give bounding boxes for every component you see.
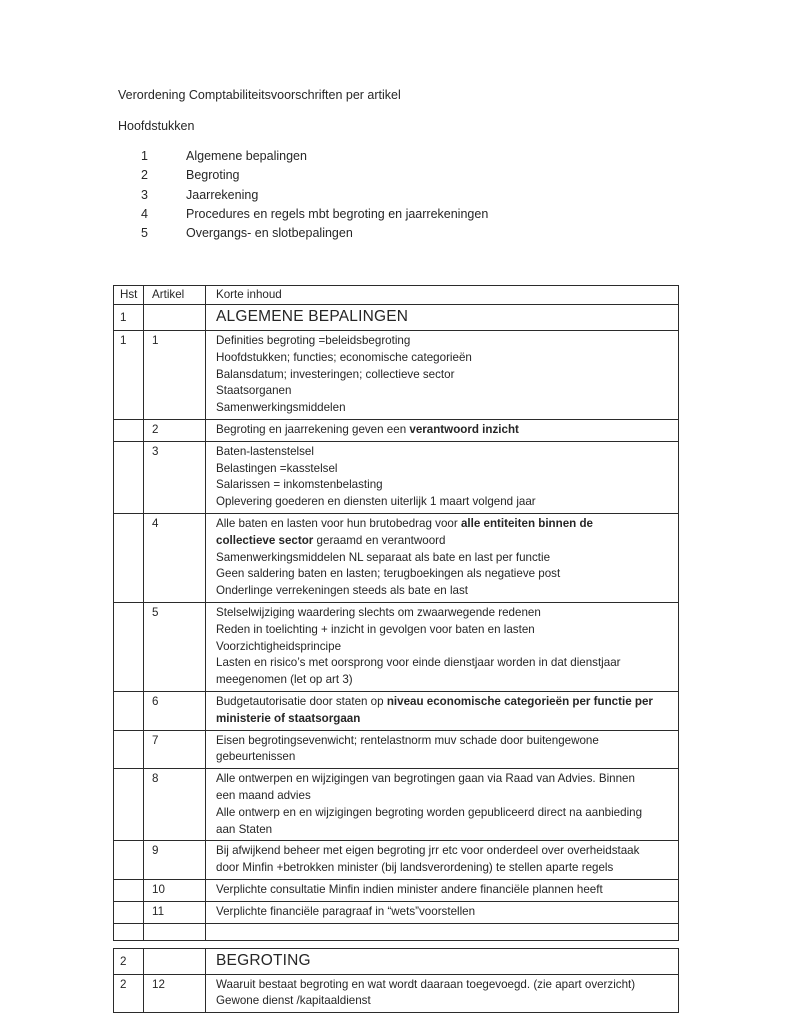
chapter-list-item (141, 226, 488, 245)
text-run: Bij afwijkend beheer met eigen begroting jrr etc voor onderdeel over overheidstaak (216, 844, 640, 858)
cell-artikel: 8 (144, 769, 206, 841)
content-line (216, 993, 672, 1010)
content-line (216, 494, 672, 511)
table-row (114, 442, 679, 514)
cell-artikel: 6 (144, 692, 206, 731)
col-header-korte-inhoud: Korte inhoud (206, 286, 679, 305)
text-run: ALGEMENE BEPALINGEN (216, 308, 409, 325)
chapter-label: Procedures en regels mbt begroting en jaarrekeningen (186, 206, 489, 221)
content-line (216, 622, 672, 639)
cell-artikel (144, 949, 206, 975)
content-line (216, 882, 672, 899)
text-run: Samenwerkingsmiddelen NL separaat als bate en last per functie (216, 550, 551, 564)
table-gap (113, 941, 679, 948)
chapter-list-item (141, 207, 488, 226)
content-line (216, 860, 672, 877)
chapter-label: Overgangs- en slotbepalingen (186, 226, 353, 241)
text-run: Salarissen = inkomstenbelasting (216, 478, 383, 492)
text-run: Hoofdstukken; functies; economische categorieën (216, 350, 472, 364)
chapter-number: 3 (141, 187, 148, 202)
chapter-number: 4 (141, 206, 148, 221)
text-run: Baten-lastenstelsel (216, 444, 314, 458)
cell-korte-inhoud (206, 420, 679, 442)
text-run: Alle ontwerpen en wijzigingen van begrotingen gaan via Raad van Advies. Binnen (216, 772, 635, 786)
cell-korte-inhoud (206, 731, 679, 770)
cell-artikel: 1 (144, 331, 206, 420)
chapter-list-item (141, 168, 488, 187)
chapters-heading: Hoofdstukken (118, 119, 195, 133)
table-row (114, 924, 679, 941)
text-run: Lasten en risico’s met oorsprong voor einde dienstjaar worden in dat dienstjaar (216, 656, 621, 670)
cell-artikel (144, 924, 206, 941)
table-row (114, 692, 679, 731)
content-line (216, 444, 672, 461)
cell-korte-inhoud (206, 902, 679, 924)
cell-artikel: 10 (144, 880, 206, 902)
table-row (114, 769, 679, 841)
text-run: Balansdatum; investeringen; collectieve sector (216, 367, 455, 381)
cell-hst: 2 (114, 975, 144, 1014)
chapter-label: Jaarrekening (186, 187, 259, 202)
cell-hst (114, 902, 144, 924)
text-run: Budgetautorisatie door staten op (216, 694, 387, 708)
cell-artikel: 12 (144, 975, 206, 1014)
cell-artikel: 11 (144, 902, 206, 924)
cell-hst (114, 731, 144, 770)
cell-korte-inhoud (206, 305, 679, 331)
text-run: Onderlinge verrekeningen steeds als bate en last (216, 584, 468, 598)
chapter-label: Algemene bepalingen (186, 149, 307, 163)
cell-artikel: 7 (144, 731, 206, 770)
content-line (216, 306, 672, 327)
cell-hst (114, 420, 144, 442)
content-line (216, 367, 672, 384)
content-line (216, 516, 672, 533)
content-line (216, 605, 672, 622)
content-line (216, 771, 672, 788)
text-run: Belastingen =kasstelsel (216, 461, 338, 475)
content-line (216, 477, 672, 494)
articles-table (113, 285, 679, 1013)
chapter-number: 5 (141, 226, 148, 241)
cell-korte-inhoud (206, 603, 679, 692)
text-run: door Minfin +betrokken minister (bij landsverordening) te stellen aparte regels (216, 861, 614, 875)
text-run: Verplichte consultatie Minfin indien minister andere financiële plannen heeft (216, 882, 603, 896)
cell-artikel: 5 (144, 603, 206, 692)
content-line (216, 788, 672, 805)
cell-korte-inhoud (206, 949, 679, 975)
content-line (216, 383, 672, 400)
bold-text: alle entiteiten binnen de (460, 516, 593, 530)
table-row (114, 731, 679, 770)
table-row (114, 975, 679, 1014)
text-run: meegenomen (let op art 3) (216, 673, 353, 687)
content-line (216, 822, 672, 839)
content-line (216, 400, 672, 417)
content-line (216, 550, 672, 567)
chapter-list-item (141, 188, 488, 207)
chapter-number: 2 (141, 168, 148, 183)
cell-artikel: 2 (144, 420, 206, 442)
chapter-list-item (141, 149, 488, 168)
content-line (216, 733, 672, 750)
table-row (114, 880, 679, 902)
text-run: Gewone dienst /kapitaaldienst (216, 994, 371, 1008)
text-run: Stelselwijziging waardering slechts om zwaarwegende redenen (216, 605, 541, 619)
content-line (216, 672, 672, 689)
text-run: Oplevering goederen en diensten uiterlijk 1 maart volgend jaar (216, 495, 536, 509)
col-header-hst: Hst (114, 286, 144, 305)
content-line (216, 805, 672, 822)
cell-korte-inhoud (206, 841, 679, 880)
cell-artikel: 3 (144, 442, 206, 514)
col-header-artikel: Artikel (144, 286, 206, 305)
content-line (216, 583, 672, 600)
cell-korte-inhoud (206, 975, 679, 1014)
chapter-label: Begroting (186, 168, 240, 183)
cell-hst: 1 (114, 305, 144, 331)
text-run: geraamd en verantwoord (313, 533, 446, 547)
text-run: aan Staten (216, 822, 273, 836)
table-row (114, 514, 679, 603)
content-line (216, 950, 672, 971)
content-line (216, 333, 672, 350)
chapter-number: 1 (141, 149, 148, 163)
bold-text: niveau economische categorieën per functie per (386, 694, 653, 708)
cell-korte-inhoud (206, 514, 679, 603)
text-run: Alle ontwerp en en wijzigingen begroting worden gepubliceerd direct na aanbieding (216, 805, 643, 819)
chapter-list (141, 149, 488, 245)
cell-hst (114, 841, 144, 880)
content-line (216, 977, 672, 994)
cell-hst (114, 880, 144, 902)
table-row (114, 420, 679, 442)
bold-text: verantwoord inzicht (409, 422, 519, 436)
text-run: Geen saldering baten en lasten; terugboekingen als negatieve post (216, 567, 561, 581)
table-row (114, 331, 679, 420)
cell-hst (114, 514, 144, 603)
content-line (216, 566, 672, 583)
cell-hst: 2 (114, 949, 144, 975)
content-line (216, 711, 672, 728)
document-title: Verordening Comptabiliteitsvoorschriften per artikel (118, 88, 401, 102)
bold-text: collectieve sector (216, 533, 314, 547)
cell-artikel: 4 (144, 514, 206, 603)
content-line (216, 904, 672, 921)
cell-hst (114, 769, 144, 841)
text-run: gebeurtenissen (216, 750, 296, 764)
text-run: BEGROTING (216, 951, 311, 969)
cell-hst (114, 692, 144, 731)
text-run: Waaruit bestaat begroting en wat wordt daaraan toegevoegd. (zie apart overzicht) (216, 977, 636, 991)
content-line (216, 639, 672, 656)
content-line (216, 694, 672, 711)
cell-hst (114, 924, 144, 941)
cell-artikel (144, 305, 206, 331)
content-line (216, 533, 672, 550)
table-row (114, 841, 679, 880)
cell-korte-inhoud (206, 924, 679, 941)
table-block (113, 948, 679, 1014)
table-header-row (114, 286, 679, 305)
table-row (114, 603, 679, 692)
text-run: Definities begroting =beleidsbegroting (216, 334, 411, 347)
cell-korte-inhoud (206, 880, 679, 902)
cell-korte-inhoud (206, 442, 679, 514)
text-run: Alle baten en lasten voor hun brutobedrag voor (216, 516, 461, 530)
table-row (114, 305, 679, 331)
cell-korte-inhoud (206, 331, 679, 420)
text-run: Staatsorganen (216, 384, 292, 398)
content-line (216, 461, 672, 478)
cell-hst: 1 (114, 331, 144, 420)
content-line (216, 843, 672, 860)
cell-korte-inhoud (206, 692, 679, 731)
text-run: Samenwerkingsmiddelen (216, 401, 346, 415)
cell-korte-inhoud (206, 769, 679, 841)
cell-hst (114, 442, 144, 514)
text-run: Reden in toelichting + inzicht in gevolgen voor baten en lasten (216, 622, 535, 636)
content-line (216, 749, 672, 766)
text-run: Eisen begrotingsevenwicht; rentelastnorm muv schade door buitengewone (216, 733, 599, 747)
text-run: Verplichte financiële paragraaf in “wets”voorstellen (216, 904, 476, 918)
table-row (114, 902, 679, 924)
bold-text: ministerie of staatsorgaan (216, 711, 361, 725)
content-line (216, 655, 672, 672)
content-line (216, 350, 672, 367)
table-block (113, 285, 679, 941)
cell-hst (114, 603, 144, 692)
table-row (114, 949, 679, 975)
cell-artikel: 9 (144, 841, 206, 880)
text-run: Begroting en jaarrekening geven een (216, 422, 410, 436)
text-run: een maand advies (216, 788, 311, 802)
text-run: Voorzichtigheidsprincipe (216, 639, 342, 653)
content-line (216, 422, 672, 439)
